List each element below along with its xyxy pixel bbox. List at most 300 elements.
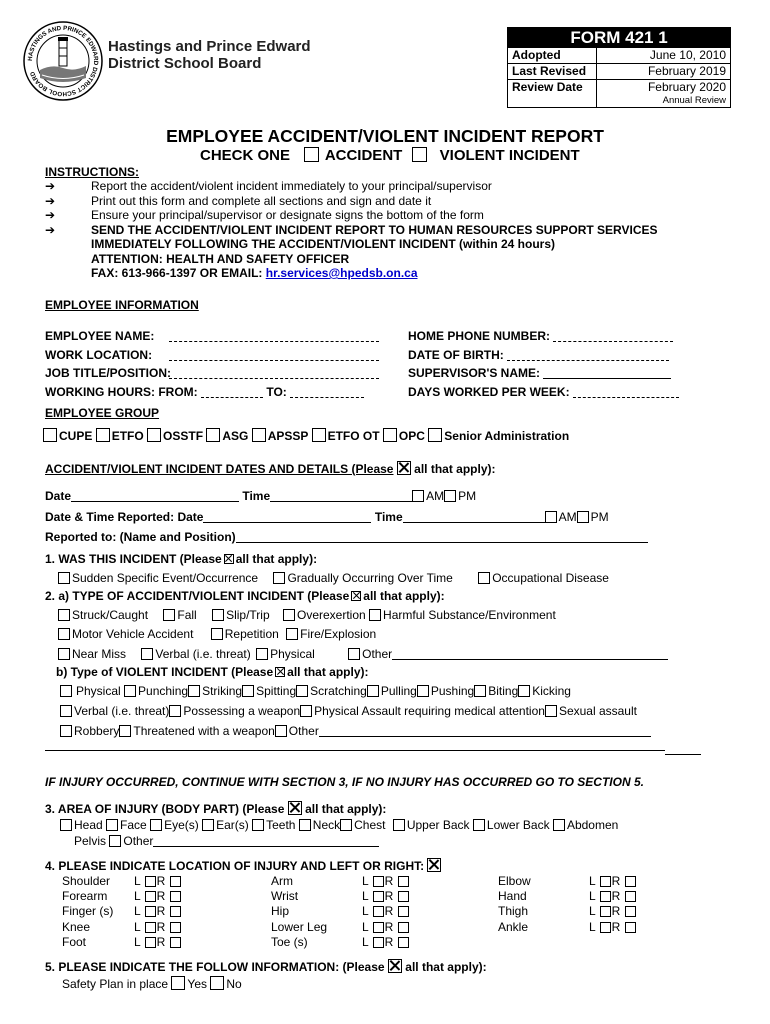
option-label: Slip/Trip [226, 608, 270, 622]
right-checkbox[interactable] [170, 937, 181, 948]
instruction-3: Ensure your principal/supervisor or designate signs the bottom of the form [91, 208, 484, 222]
safety-plan-label: Safety Plan in place [62, 977, 169, 991]
option-label: Physical Assault requiring medical attention [314, 704, 545, 718]
dates-heading-text: ACCIDENT/VIOLENT INCIDENT DATES AND DETAILS (Please [45, 462, 394, 476]
violent-incident-label: VIOLENT INCIDENT [439, 147, 580, 164]
adopted-value: June 10, 2010 [649, 48, 726, 62]
reported-to-field[interactable] [236, 530, 648, 543]
hours-from-field[interactable] [201, 385, 263, 398]
body-part-label: Foot [62, 934, 87, 949]
date-field[interactable] [71, 489, 239, 502]
instruction-4b: IMMEDIATELY FOLLOWING THE ACCIDENT/VIOLENT INCIDENT (within 24 hours) [91, 237, 555, 251]
right-label: R [384, 874, 394, 888]
group-option-label: CUPE [59, 429, 93, 443]
q1-gradual-checkbox[interactable] [273, 572, 285, 584]
q2b-tail: all that apply): [287, 665, 369, 679]
employee-group-heading: EMPLOYEE GROUP [45, 406, 160, 420]
instruction-2: Print out this form and complete all sections and sign and date it [91, 193, 432, 208]
q2a-row3 [58, 647, 668, 661]
checkbox[interactable] [553, 819, 565, 831]
group-option-label: ETFO [111, 429, 144, 443]
left-label: L [134, 904, 141, 919]
am-label: AM [558, 510, 577, 524]
adopted-label: Adopted [512, 48, 561, 62]
body-part-label: Forearm [62, 889, 108, 904]
body-part-label: Wrist [271, 889, 299, 904]
option-label: Teeth [266, 818, 296, 832]
checkbox[interactable] [141, 648, 153, 660]
other-field[interactable] [392, 647, 668, 660]
days-field[interactable] [573, 385, 679, 398]
time-field[interactable] [270, 489, 412, 502]
checkbox[interactable] [202, 819, 214, 831]
group-etfo-checkbox[interactable] [96, 428, 110, 442]
checkbox[interactable] [275, 725, 287, 737]
q3-row1 [60, 818, 618, 832]
q2b-row3 [60, 724, 651, 738]
job-title-label: JOB TITLE/POSITION: [45, 366, 172, 380]
group-option-label: ASG [222, 429, 249, 443]
left-label: L [362, 874, 369, 888]
left-checkbox[interactable] [145, 906, 156, 917]
option-label: Abdomen [566, 818, 619, 832]
left-label: L [589, 919, 596, 934]
left-label: L [362, 889, 369, 904]
group-option-label: OSSTF [163, 429, 204, 443]
supervisor-label: SUPERVISOR'S NAME: [408, 366, 540, 380]
option-label: Kicking [532, 684, 571, 698]
q5-heading [45, 959, 487, 974]
q4-col1-labels [62, 874, 113, 950]
q1-option-label: Sudden Specific Event/Occurrence [72, 571, 259, 585]
employee-info-heading: EMPLOYEE INFORMATION [45, 298, 199, 312]
option-label: Physical [76, 684, 121, 698]
q3-label: 3. AREA OF INJURY (BODY PART) (Please [45, 802, 285, 816]
left-checkbox[interactable] [145, 891, 156, 902]
checkbox[interactable] [286, 628, 298, 640]
group-opc-checkbox[interactable] [383, 428, 397, 442]
checkbox[interactable] [369, 609, 381, 621]
left-label: L [134, 889, 141, 904]
accident-checkbox[interactable] [304, 147, 319, 162]
right-label: R [384, 934, 394, 949]
reported-to-label: Reported to: (Name and Position) [45, 530, 236, 544]
left-checkbox[interactable] [600, 876, 611, 887]
q4-col3-lr [589, 874, 637, 935]
arrow-icon: ➔ [45, 222, 56, 237]
reported-time-label: Time [374, 510, 403, 524]
checkbox[interactable] [474, 685, 486, 697]
form-title: FORM 421 1 [508, 28, 730, 48]
q1-sudden-checkbox[interactable] [58, 572, 70, 584]
right-label: R [384, 904, 394, 919]
am-checkbox[interactable] [545, 511, 557, 523]
q1-label: 1. WAS THIS INCIDENT (Please [45, 552, 222, 566]
safety-yes-checkbox[interactable] [171, 976, 185, 990]
divider [665, 754, 701, 755]
home-phone-field[interactable] [553, 329, 673, 342]
left-label: L [362, 904, 369, 919]
checkbox[interactable] [393, 819, 405, 831]
days-label: DAYS WORKED PER WEEK: [408, 384, 570, 399]
group-etfo-ot-checkbox[interactable] [312, 428, 326, 442]
pm-checkbox[interactable] [577, 511, 589, 523]
left-checkbox[interactable] [145, 876, 156, 887]
checkbox[interactable] [242, 685, 254, 697]
check-one-label: CHECK ONE [200, 147, 291, 164]
right-checkbox[interactable] [170, 876, 181, 887]
q1-option-label: Occupational Disease [492, 571, 609, 585]
body-part-label: Arm [271, 874, 293, 888]
q2b-heading [56, 665, 368, 679]
option-label: Lower Back [486, 818, 550, 832]
hours-to-label: TO: [266, 384, 287, 399]
no-label: No [226, 977, 242, 991]
q2a-row1 [58, 608, 556, 622]
right-label: R [384, 889, 394, 904]
org-name [108, 38, 311, 72]
q4-col2-labels [271, 874, 327, 950]
dob-field[interactable] [507, 348, 669, 361]
right-checkbox[interactable] [625, 876, 636, 887]
group-osstf-checkbox[interactable] [147, 428, 161, 442]
arrow-icon: ➔ [45, 208, 56, 222]
check-one-row [200, 147, 580, 164]
right-checkbox[interactable] [398, 906, 409, 917]
body-part-label: Lower Leg [271, 919, 328, 934]
q5-label: 5. PLEASE INDICATE THE FOLLOW INFORMATION: (Please [45, 960, 385, 974]
left-checkbox[interactable] [373, 906, 384, 917]
injury-note: IF INJURY OCCURRED, CONTINUE WITH SECTION 3, IF NO INJURY HAS OCCURRED GO TO SECTION 5. [45, 775, 644, 789]
org-line2: District School Board [108, 55, 262, 72]
option-label: Robbery [74, 724, 120, 738]
option-label: Pulling [380, 684, 417, 698]
left-checkbox[interactable] [373, 922, 384, 933]
option-label: Eye(s) [164, 818, 199, 832]
checkbox[interactable] [518, 685, 530, 697]
right-label: R [611, 874, 621, 888]
q4-label: 4. PLEASE INDICATE LOCATION OF INJURY AND LEFT OR RIGHT: [45, 859, 425, 873]
checked-box-icon [275, 667, 285, 677]
q4-heading [45, 858, 441, 873]
dates-heading-tail: all that apply): [414, 462, 496, 476]
option-label: Physical [270, 647, 315, 661]
date-label: Date [45, 489, 72, 503]
body-part-label: Shoulder [62, 874, 111, 888]
employee-group-options [43, 428, 569, 443]
revised-value: February 2019 [647, 64, 726, 78]
right-checkbox[interactable] [625, 891, 636, 902]
right-label: R [156, 889, 166, 904]
email-link[interactable]: hr.services@hpedsb.on.ca [265, 266, 418, 280]
right-checkbox[interactable] [170, 891, 181, 902]
left-checkbox[interactable] [600, 906, 611, 917]
left-label: L [134, 919, 141, 934]
q3-tail: all that apply): [305, 802, 387, 816]
body-part-label: Knee [62, 919, 91, 934]
checked-box-icon [224, 554, 234, 564]
checkbox[interactable] [256, 648, 268, 660]
incident-date-row [45, 489, 476, 503]
checkbox[interactable] [545, 705, 557, 717]
checkbox[interactable] [340, 819, 352, 831]
safety-no-checkbox[interactable] [210, 976, 224, 990]
checked-box-icon [388, 959, 402, 973]
group-option-label: APSSP [267, 429, 309, 443]
arrow-icon: ➔ [45, 179, 56, 193]
q4-col3-labels [498, 874, 531, 935]
left-checkbox[interactable] [600, 891, 611, 902]
instruction-4c: ATTENTION: HEALTH AND SAFETY OFFICER [91, 251, 350, 266]
violent-incident-checkbox[interactable] [412, 147, 427, 162]
right-label: R [611, 889, 621, 904]
body-part-label: Toe (s) [271, 934, 308, 949]
checkbox[interactable] [109, 835, 121, 847]
work-location-label: WORK LOCATION: [45, 347, 153, 362]
checked-box-icon [397, 461, 411, 475]
checkbox[interactable] [58, 648, 70, 660]
pm-checkbox[interactable] [444, 490, 456, 502]
checked-box-icon [351, 591, 361, 601]
q3-row2 [60, 834, 379, 848]
option-label: Striking [202, 684, 243, 698]
arrow-icon: ➔ [45, 193, 56, 208]
employee-name-field[interactable] [169, 329, 379, 342]
reported-date-label: Date & Time Reported: Date [45, 510, 204, 524]
left-checkbox[interactable] [373, 876, 384, 887]
am-checkbox[interactable] [412, 490, 424, 502]
option-label: Overexertion [297, 608, 366, 622]
review-value: February 2020 [647, 80, 726, 94]
option-label: Other [362, 647, 393, 661]
left-checkbox[interactable] [145, 937, 156, 948]
option-label: Pushing [430, 684, 475, 698]
right-checkbox[interactable] [170, 906, 181, 917]
right-checkbox[interactable] [625, 906, 636, 917]
checkbox[interactable] [367, 685, 379, 697]
q5-row [62, 976, 242, 991]
left-label: L [362, 934, 369, 949]
checkbox[interactable] [299, 819, 311, 831]
work-location-field[interactable] [169, 348, 379, 361]
q2b-label: b) Type of VIOLENT INCIDENT (Please [56, 665, 274, 679]
body-part-label: Finger (s) [62, 904, 114, 919]
checkbox[interactable] [150, 819, 162, 831]
reported-to-row [45, 530, 648, 544]
right-label: R [156, 904, 166, 919]
option-label: Upper Back [406, 818, 470, 832]
right-checkbox[interactable] [398, 937, 409, 948]
q4-col1-lr [134, 874, 182, 950]
option-label: Ear(s) [216, 818, 249, 832]
right-checkbox[interactable] [170, 922, 181, 933]
option-label: Scratching [310, 684, 367, 698]
option-label: Sexual assault [558, 704, 637, 718]
employee-name-label: EMPLOYEE NAME: [45, 329, 155, 343]
employee-info-left [45, 327, 379, 401]
option-label: Fire/Explosion [300, 627, 377, 641]
left-label: L [589, 904, 596, 919]
accident-label: ACCIDENT [324, 147, 403, 164]
checkbox[interactable] [60, 819, 72, 831]
checkbox[interactable] [60, 685, 72, 697]
option-label: Near Miss [72, 647, 127, 661]
review-note: Annual Review [662, 95, 726, 106]
checkbox[interactable] [473, 819, 485, 831]
q2a-tail: all that apply): [363, 589, 445, 603]
checkbox[interactable] [296, 685, 308, 697]
group-option-label: OPC [398, 429, 425, 443]
option-label: Pelvis [74, 834, 107, 848]
checkbox[interactable] [106, 819, 118, 831]
option-label: Punching [138, 684, 189, 698]
checkbox[interactable] [58, 609, 70, 621]
checkbox[interactable] [60, 725, 72, 737]
left-label: L [589, 889, 596, 904]
org-line1: Hastings and Prince Edward [108, 38, 311, 55]
instruction-4a: SEND THE ACCIDENT/VIOLENT INCIDENT REPORT TO HUMAN RESOURCES SUPPORT SERVICES [91, 222, 658, 237]
revised-label: Last Revised [512, 64, 587, 78]
option-label: Head [74, 818, 103, 832]
body-part-label: Hip [271, 904, 290, 919]
right-checkbox[interactable] [398, 876, 409, 887]
option-label: Verbal (i.e. threat) [74, 704, 170, 718]
right-label: R [156, 919, 166, 934]
q1-occupational-checkbox[interactable] [478, 572, 490, 584]
instruction-4d: FAX: 613-966-1397 OR EMAIL: [91, 266, 266, 280]
left-checkbox[interactable] [373, 937, 384, 948]
checkbox[interactable] [119, 725, 131, 737]
checkbox[interactable] [169, 705, 181, 717]
right-checkbox[interactable] [625, 922, 636, 933]
hours-from-label: WORKING HOURS: FROM: [45, 384, 198, 399]
left-checkbox[interactable] [145, 922, 156, 933]
other-field[interactable] [319, 724, 651, 737]
q2a-label: 2. a) TYPE OF ACCIDENT/VIOLENT INCIDENT (Please [45, 589, 350, 603]
left-checkbox[interactable] [373, 891, 384, 902]
q4-col2-lr [362, 874, 410, 950]
form-info-box [507, 27, 731, 108]
right-label: R [384, 919, 394, 934]
checkbox[interactable] [188, 685, 200, 697]
right-label: R [611, 919, 621, 934]
instructions-heading: INSTRUCTIONS: [45, 165, 139, 179]
logo-ring-text: HASTINGS AND PRINCE EDWARD DISTRICT SCHOOL BOARD [26, 24, 100, 98]
left-checkbox[interactable] [600, 922, 611, 933]
q1-options [58, 571, 609, 585]
time-label: Time [242, 489, 271, 503]
q2b-row1 [60, 684, 571, 698]
option-label: Chest [354, 818, 386, 832]
q1-option-label: Gradually Occurring Over Time [287, 571, 453, 585]
body-part-label: Elbow [498, 874, 531, 888]
option-label: Spitting [256, 684, 297, 698]
q2a-row2 [58, 627, 376, 641]
home-phone-label: HOME PHONE NUMBER: [408, 329, 551, 343]
body-part-label: Thigh [498, 904, 529, 919]
option-label: Fall [177, 608, 197, 622]
reported-date-row [45, 510, 609, 524]
option-label: Verbal (i.e. threat) [155, 647, 251, 661]
option-label: Other [123, 834, 154, 848]
supervisor-field[interactable] [543, 366, 671, 379]
checkbox[interactable] [60, 705, 72, 717]
group-option-label: Senior Administration [444, 429, 570, 443]
divider [45, 750, 665, 751]
checkbox[interactable] [211, 628, 223, 640]
other-field[interactable] [153, 834, 379, 847]
job-title-field[interactable] [169, 366, 379, 379]
option-label: Motor Vehicle Accident [72, 627, 194, 641]
q2b-row2 [60, 704, 637, 718]
group-senior-admin-checkbox[interactable] [428, 428, 442, 442]
checkbox[interactable] [283, 609, 295, 621]
group-cupe-checkbox[interactable] [43, 428, 57, 442]
option-label: Other [288, 724, 319, 738]
body-part-label: Ankle [498, 919, 529, 934]
checked-box-icon [427, 858, 441, 872]
option-label: Repetition [224, 627, 279, 641]
dob-label: DATE OF BIRTH: [408, 347, 504, 362]
option-label: Struck/Caught [72, 608, 149, 622]
checkbox[interactable] [348, 648, 360, 660]
checkbox[interactable] [252, 819, 264, 831]
page-title: EMPLOYEE ACCIDENT/VIOLENT INCIDENT REPORT [166, 126, 604, 146]
right-label: R [611, 904, 621, 919]
left-label: L [589, 874, 596, 888]
left-label: L [134, 874, 141, 888]
q3-heading [45, 801, 386, 816]
checkbox[interactable] [163, 609, 175, 621]
left-label: L [362, 919, 369, 934]
option-label: Possessing a weapon [183, 704, 301, 718]
instructions-list [45, 179, 658, 281]
checkbox[interactable] [124, 685, 136, 697]
right-checkbox[interactable] [398, 891, 409, 902]
q5-tail: all that apply): [405, 960, 487, 974]
q1-tail: all that apply): [235, 552, 318, 566]
pm-label: PM [590, 510, 609, 524]
left-label: L [134, 934, 141, 949]
reported-time-field[interactable] [403, 510, 545, 523]
q1-heading [45, 552, 317, 566]
review-label: Review Date [512, 80, 583, 94]
option-label: Harmful Substance/Environment [383, 608, 556, 622]
checked-box-icon [288, 801, 302, 815]
pm-label: PM [458, 489, 477, 503]
q2a-heading [45, 589, 445, 603]
reported-date-field[interactable] [203, 510, 371, 523]
am-label: AM [426, 489, 445, 503]
employee-info-right [408, 327, 679, 401]
group-asg-checkbox[interactable] [206, 428, 220, 442]
hours-to-field[interactable] [290, 385, 364, 398]
right-checkbox[interactable] [398, 922, 409, 933]
option-label: Threatened with a weapon [133, 724, 275, 738]
group-apssp-checkbox[interactable] [252, 428, 266, 442]
checkbox[interactable] [58, 628, 70, 640]
checkbox[interactable] [417, 685, 429, 697]
option-label: Biting [488, 684, 519, 698]
dates-heading [45, 461, 496, 476]
right-label: R [156, 874, 166, 888]
checkbox[interactable] [300, 705, 312, 717]
checkbox[interactable] [212, 609, 224, 621]
body-part-label: Hand [498, 889, 527, 904]
right-label: R [156, 934, 166, 949]
group-option-label: ETFO OT [327, 429, 380, 443]
option-label: Face [120, 818, 147, 832]
